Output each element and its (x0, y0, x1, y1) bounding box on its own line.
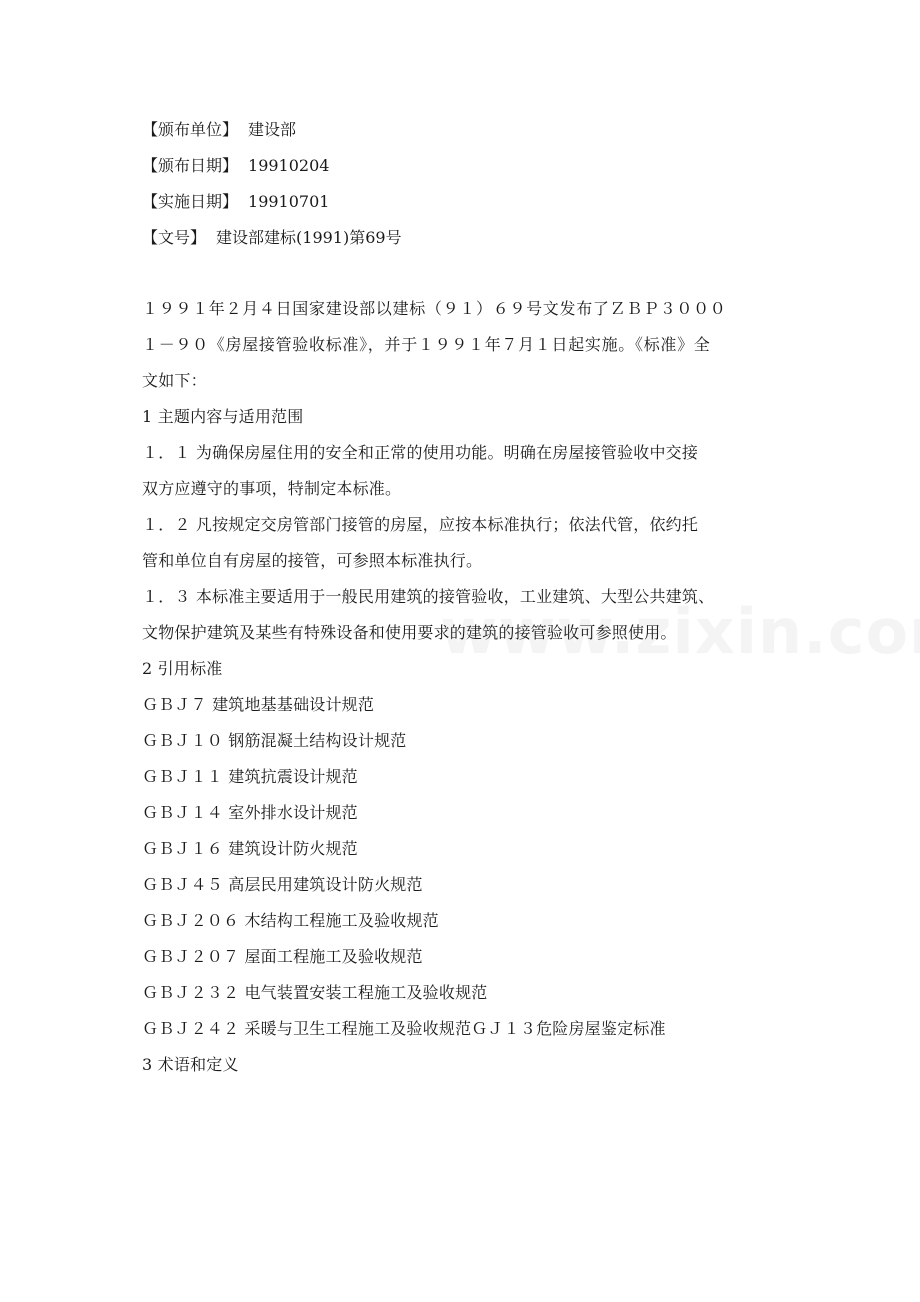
meta-value: 19910701 (248, 192, 330, 211)
metadata-block (142, 117, 782, 261)
meta-value: 建设部 (248, 120, 297, 139)
section-heading: 3 术语和定义 (142, 1055, 239, 1074)
meta-key: 【文号】 (142, 228, 207, 247)
standard-reference: ＧＢＪ１６ 建筑设计防火规范 (142, 839, 358, 858)
meta-value: 建设部建标(1991)第69号 (216, 228, 402, 247)
meta-row-document-number (142, 225, 782, 261)
standard-reference: ＧＢＪ７ 建筑地基基础设计规范 (142, 695, 375, 714)
body-line: １．２ 凡按规定交房管部门接管的房屋，应按本标准执行；依法代管，依约托 (142, 515, 699, 534)
body-line: １９９１年２月４日国家建设部以建标（９１）６９号文发布了ＺＢＰ３０００ (142, 299, 727, 318)
meta-value: 19910204 (248, 156, 330, 175)
standard-reference: ＧＢＪ２０６ 木结构工程施工及验收规范 (142, 911, 439, 930)
body-line: １．１ 为确保房屋住用的安全和正常的使用功能。明确在房屋接管验收中交接 (142, 443, 699, 462)
meta-row-issuer (142, 117, 782, 153)
standard-reference: ＧＢＪ４５ 高层民用建筑设计防火规范 (142, 875, 423, 894)
meta-row-effective-date (142, 189, 782, 225)
meta-row-issue-date (142, 153, 782, 189)
meta-key: 【实施日期】 (142, 192, 239, 211)
body-line: 文物保护建筑及某些有特殊设备和使用要求的建筑的接管验收可参照使用。 (142, 623, 677, 642)
section-heading: 2 引用标准 (142, 659, 223, 678)
meta-key: 【颁布单位】 (142, 120, 239, 139)
body-line: １－９０《房屋接管验收标准》，并于１９９１年７月１日起实施。《标准》全 (142, 335, 711, 354)
standard-reference: ＧＢＪ２４２ 采暖与卫生工程施工及验收规范ＧＪ１３危险房屋鉴定标准 (142, 1019, 666, 1038)
body-line: １．３ 本标准主要适用于一般民用建筑的接管验收，工业建筑、大型公共建筑、 (142, 587, 715, 606)
section-heading: 1 主题内容与适用范围 (142, 407, 304, 426)
body-line: 文如下： (142, 371, 207, 390)
body-line: 双方应遵守的事项，特制定本标准。 (142, 479, 402, 498)
document-body (142, 296, 782, 1088)
meta-key: 【颁布日期】 (142, 156, 239, 175)
standard-reference: ＧＢＪ１４ 室外排水设计规范 (142, 803, 358, 822)
standard-reference: ＧＢＪ２３２ 电气装置安装工程施工及验收规范 (142, 983, 488, 1002)
standard-reference: ＧＢＪ１０ 钢筋混凝土结构设计规范 (142, 731, 407, 750)
standard-reference: ＧＢＪ２０７ 屋面工程施工及验收规范 (142, 947, 423, 966)
standard-reference: ＧＢＪ１１ 建筑抗震设计规范 (142, 767, 358, 786)
body-line: 管和单位自有房屋的接管，可参照本标准执行。 (142, 551, 483, 570)
